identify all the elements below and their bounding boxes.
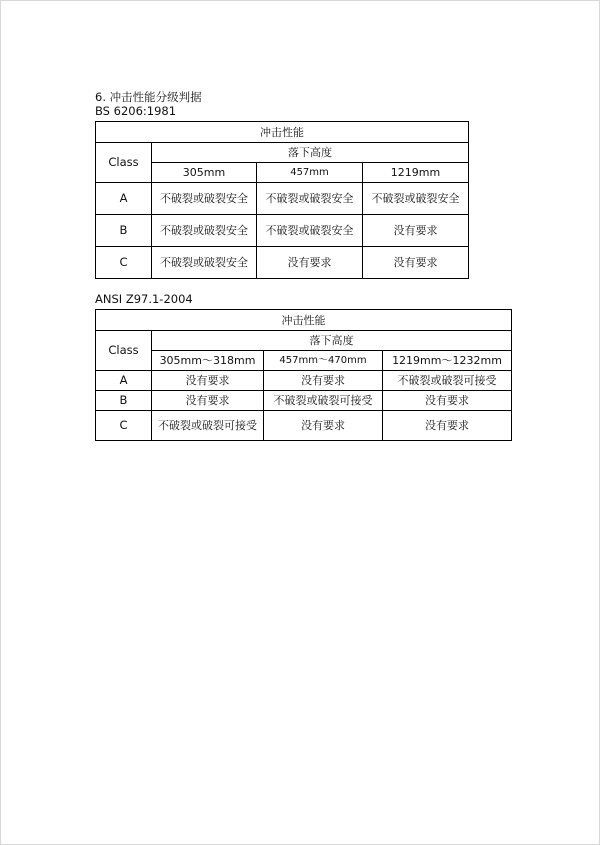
table-row	[96, 411, 512, 441]
ansi-cell: 没有要求	[383, 411, 512, 441]
ansi-standard-label: ANSI Z97.1-2004	[95, 292, 193, 306]
ansi-cell: 不破裂或破裂可接受	[264, 391, 383, 411]
bs-cell: 不破裂或破裂安全	[363, 183, 469, 215]
ansi-row-class: C	[96, 411, 152, 441]
ansi-cell: 没有要求	[383, 391, 512, 411]
ansi-cell: 不破裂或破裂可接受	[383, 371, 512, 391]
bs-row-class: C	[96, 247, 152, 279]
bs-cell: 不破裂或破裂安全	[257, 183, 363, 215]
ansi-cell: 不破裂或破裂可接受	[152, 411, 264, 441]
bs-cell: 不破裂或破裂安全	[152, 215, 257, 247]
ansi-cell: 没有要求	[152, 371, 264, 391]
bs-row-class: B	[96, 215, 152, 247]
ansi-cell: 没有要求	[264, 411, 383, 441]
ansi-row-class: B	[96, 391, 152, 411]
ansi-height-header: 落下高度	[152, 331, 512, 351]
table-row	[96, 391, 512, 411]
bs-height-2: 457mm	[257, 163, 363, 183]
ansi-height-3: 1219mm～1232mm	[383, 351, 512, 371]
section-title: 6. 冲击性能分级判据	[95, 90, 202, 104]
ansi-class-header: Class	[96, 331, 152, 371]
bs-height-header: 落下高度	[152, 143, 469, 163]
ansi-height-1: 305mm～318mm	[152, 351, 264, 371]
bs-cell: 不破裂或破裂安全	[152, 247, 257, 279]
bs-standard-label: BS 6206:1981	[95, 104, 177, 118]
ansi-header-main: 冲击性能	[96, 310, 512, 331]
bs-cell: 没有要求	[257, 247, 363, 279]
ansi-cell: 没有要求	[264, 371, 383, 391]
bs-cell: 不破裂或破裂安全	[257, 215, 363, 247]
table-row	[96, 215, 469, 247]
ansi-impact-table	[95, 309, 512, 441]
bs-cell: 没有要求	[363, 215, 469, 247]
bs-height-3: 1219mm	[363, 163, 469, 183]
ansi-row-class: A	[96, 371, 152, 391]
bs-header-main: 冲击性能	[96, 122, 469, 143]
ansi-height-2: 457mm～470mm	[264, 351, 383, 371]
bs-impact-table	[95, 121, 469, 279]
bs-cell: 没有要求	[363, 247, 469, 279]
table-row	[96, 247, 469, 279]
bs-row-class: A	[96, 183, 152, 215]
table-row	[96, 371, 512, 391]
table-row	[96, 183, 469, 215]
bs-cell: 不破裂或破裂安全	[152, 183, 257, 215]
bs-class-header: Class	[96, 143, 152, 183]
bs-height-1: 305mm	[152, 163, 257, 183]
ansi-cell: 没有要求	[152, 391, 264, 411]
